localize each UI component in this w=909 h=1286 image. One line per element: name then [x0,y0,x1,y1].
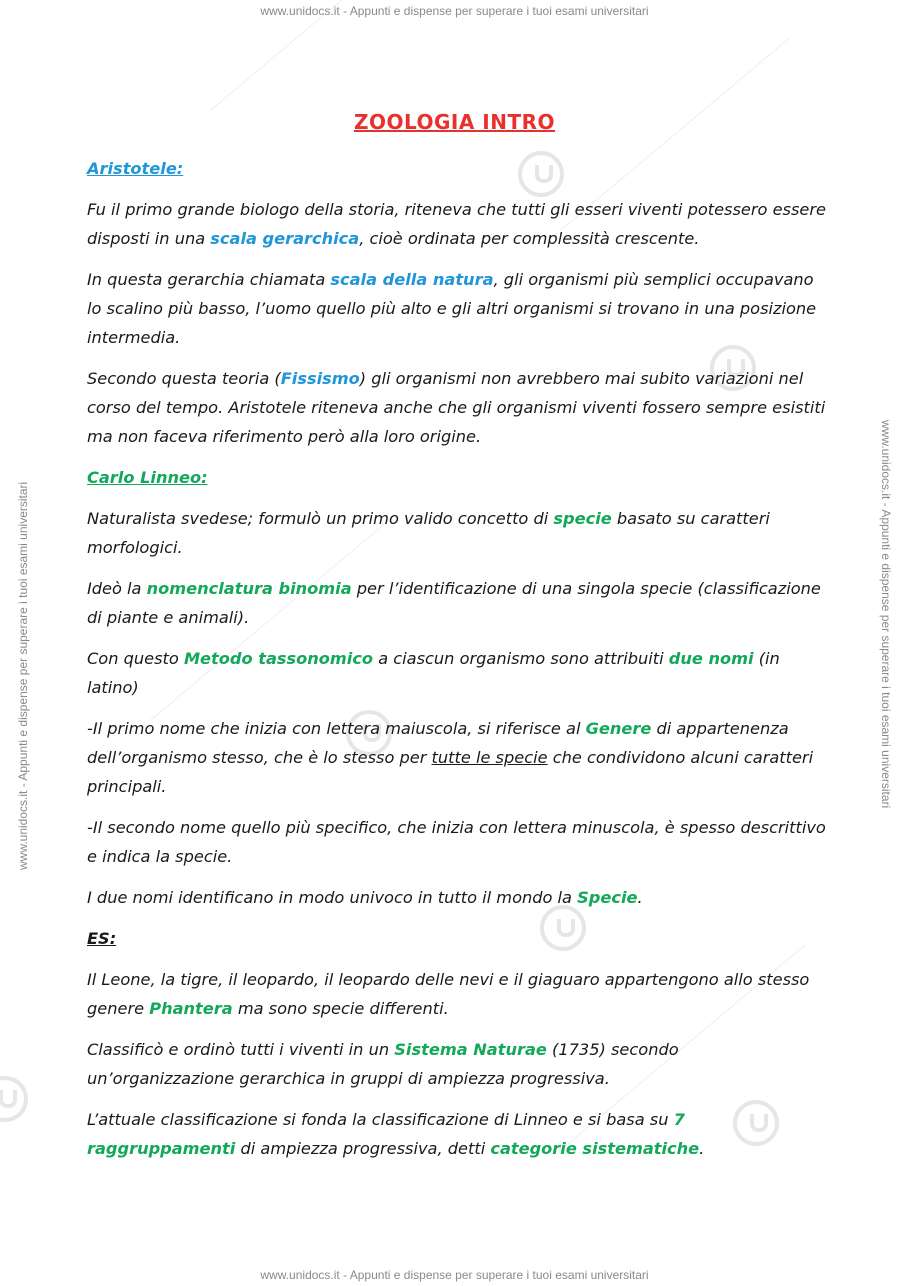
paragraph [87,714,827,801]
text-run: che condividono alcuni caratteri principali. [87,748,814,796]
keyword: Fissismo [280,369,360,388]
text-run: (1735) secondo un’organizzazione gerarchica in gruppi di ampiezza progressiva. [87,1040,679,1088]
example-heading [87,924,827,953]
text-run: , cioè ordinata per complessità crescente. [359,229,700,248]
watermark-banner-top: www.unidocs.it - Appunti e dispense per superare i tuoi esami universitari [260,4,649,18]
heading-text: ES: [87,929,117,948]
paragraph [87,883,827,912]
text-run: Naturalista svedese; formulò un primo valido concetto di [87,509,554,528]
keyword: specie [553,509,612,528]
text-run: . [699,1139,705,1158]
keyword: 7 raggruppamenti [87,1110,685,1158]
keyword: scala della natura [330,270,494,289]
watermark-side-left: www.unidocs.it - Appunti e dispense per superare i tuoi esami universitari [16,481,30,870]
text-run: (in latino) [87,649,780,697]
page-title: ZOOLOGIA INTRO [353,110,556,134]
text-run: Secondo questa teoria ( [87,369,281,388]
text-run: per l’identificazione di una singola specie (classificazione di piante e animali). [87,579,821,627]
watermark-side-right: www.unidocs.it - Appunti e dispense per superare i tuoi esami universitari [879,420,893,809]
keyword: Sistema Naturae [394,1040,547,1059]
text-run: di ampiezza progressiva, detti [235,1139,491,1158]
keyword: nomenclatura binomia [146,579,352,598]
keyword: due nomi [668,649,754,668]
text-run: , gli organismi più semplici occupavano lo scalino più basso, l’uomo quello più alto e gli altri organismi si trovano in una posizione intermedia. [87,270,817,347]
keyword: scala gerarchica [210,229,360,248]
text-run: di appartenenza dell’organismo stesso, che è lo stesso per [87,719,789,767]
text-run: In questa gerarchia chiamata [87,270,331,289]
paragraph [87,1035,827,1093]
text-run: ma sono specie differenti. [232,999,449,1018]
text-run: ) gli organismi non avrebbero mai subito variazioni nel corso del tempo. Aristotele riteneva anche che gli organismi viventi fossero sempre esistiti ma non faceva riferimento però alla loro origine. [87,369,826,446]
section-heading-linneo [87,463,827,492]
paragraph [87,965,827,1023]
text-run: Con questo [87,649,184,668]
text-run: basato su caratteri morfologici. [87,509,770,557]
paragraph [87,1105,827,1163]
keyword: Specie [577,888,638,907]
paragraph [87,195,827,253]
text-run: Fu il primo grande biologo della storia, riteneva che tutti gli esseri viventi potessero essere disposti in una [87,200,826,248]
document-body [87,154,827,1175]
text-run: -Il primo nome che inizia con lettera maiuscola, si riferisce al [87,719,586,738]
underlined-text: tutte le specie [431,748,548,767]
text-run: Il Leone, la tigre, il leopardo, il leopardo delle nevi e il giaguaro appartengono allo stesso genere [87,970,810,1018]
section-heading-aristotele [87,154,827,183]
paragraph [87,364,827,451]
keyword: categorie sistematiche [490,1139,700,1158]
paragraph [87,265,827,352]
text-run: L’attuale classificazione si fonda la classificazione di Linneo e si basa su [87,1110,674,1129]
paragraph [87,644,827,702]
text-run: Ideò la [87,579,147,598]
text-run: a ciascun organismo sono attribuiti [373,649,669,668]
paragraph: -Il secondo nome quello più specifico, che inizia con lettera minuscola, è spesso descrittivo e indica la specie. [87,818,826,866]
text-run: . [637,888,643,907]
watermark-logo-icon [0,1076,28,1122]
keyword: Phantera [149,999,233,1018]
keyword: Genere [585,719,652,738]
heading-text: Carlo Linneo: [87,468,208,487]
text-run: Classificò e ordinò tutti i viventi in un [87,1040,395,1059]
keyword: Metodo tassonomico [183,649,374,668]
heading-text: Aristotele: [87,159,184,178]
watermark-banner-bottom: www.unidocs.it - Appunti e dispense per superare i tuoi esami universitari [260,1268,649,1282]
text-run: I due nomi identificano in modo univoco in tutto il mondo la [87,888,578,907]
paragraph [87,574,827,632]
paragraph [87,504,827,562]
